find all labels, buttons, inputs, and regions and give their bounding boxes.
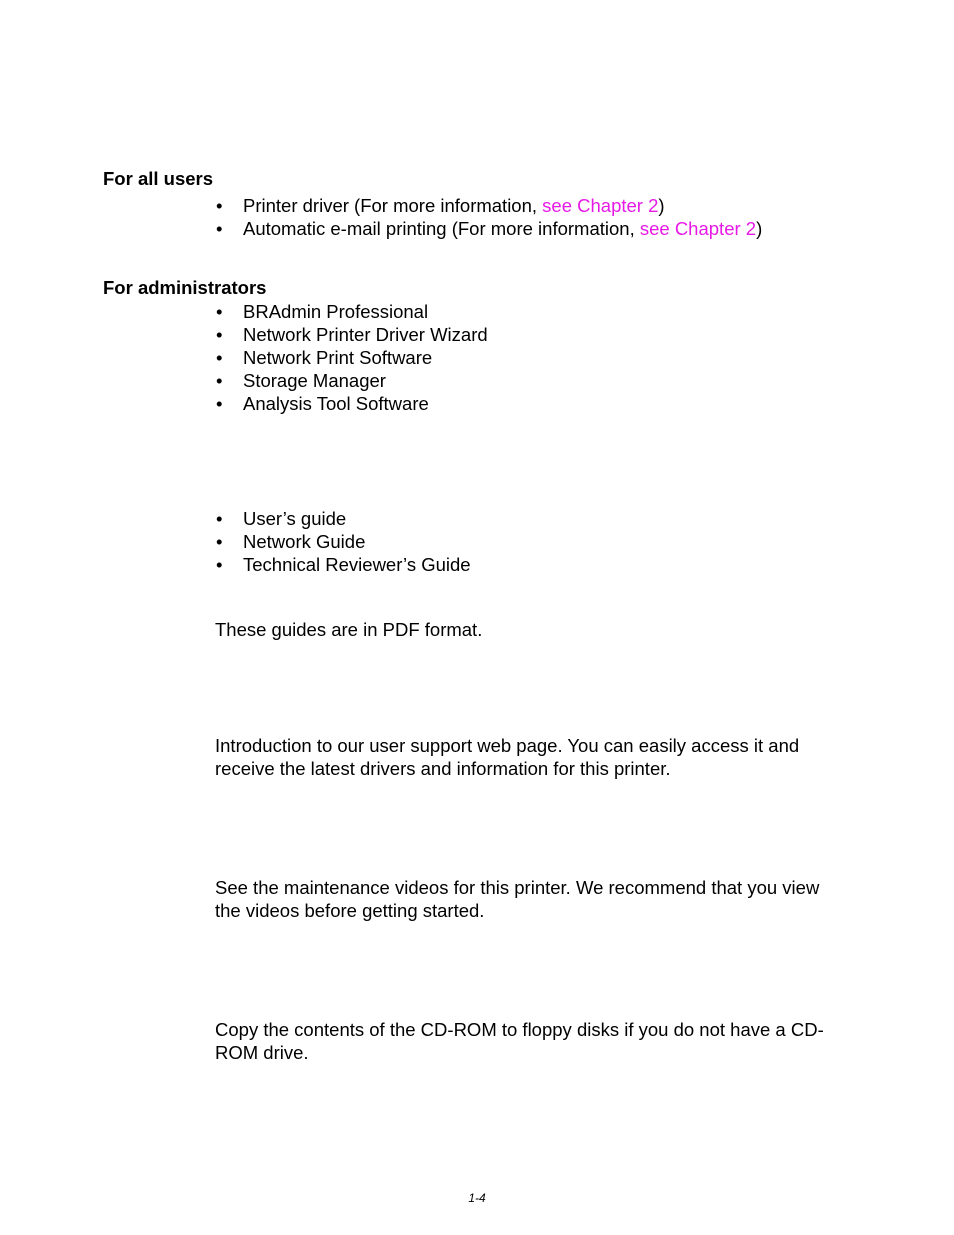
list-item-text: BRAdmin Professional — [243, 301, 429, 322]
bullet-icon: • — [216, 301, 223, 322]
bullet-icon: • — [216, 393, 223, 414]
list-item-text: Technical Reviewer’s Guide — [243, 554, 471, 575]
list-item-suffix: ) — [658, 195, 665, 216]
floppy-description: Copy the contents of the CD-ROM to floppy disks if you do not have a CD-ROM drive. — [215, 1019, 824, 1063]
list-item — [215, 300, 488, 323]
list-item-text: Storage Manager — [243, 370, 386, 391]
list-item-text: Analysis Tool Software — [243, 393, 429, 414]
bullet-icon: • — [216, 347, 223, 368]
bullet-icon: • — [216, 370, 223, 391]
support-description: Introduction to our user support web page. You can easily access it and receive the latest drivers and information for this printer. — [215, 735, 800, 779]
see-chapter-2-link[interactable]: see Chapter 2 — [639, 218, 757, 239]
list-item — [215, 346, 488, 369]
bullet-icon: • — [216, 531, 223, 552]
list-item-text: Network Printer Driver Wizard — [243, 324, 488, 345]
list-item-suffix: ) — [756, 218, 763, 239]
guides-format-note: These guides are in PDF format. — [215, 619, 483, 640]
bullet-icon: • — [216, 195, 223, 216]
bullet-icon: • — [216, 218, 223, 239]
maintenance-description: See the maintenance videos for this printer. We recommend that you view the videos before getting started. — [215, 877, 820, 921]
list-item-text: Network Print Software — [243, 347, 433, 368]
list-item — [215, 507, 471, 530]
list-item — [215, 392, 488, 415]
list-item — [215, 369, 488, 392]
all-users-list — [215, 194, 762, 240]
section-heading-administrators: For administrators — [103, 277, 267, 298]
list-item — [215, 194, 762, 217]
list-item — [215, 530, 471, 553]
guides-list — [215, 507, 471, 576]
list-item-text: User’s guide — [243, 508, 347, 529]
page-number: 1-4 — [468, 1191, 486, 1205]
bullet-icon: • — [216, 324, 223, 345]
section-heading-all-users: For all users — [103, 168, 214, 189]
bullet-icon: • — [216, 508, 223, 529]
list-item — [215, 553, 471, 576]
list-item-text: Automatic e-mail printing (For more information, — [243, 218, 640, 239]
list-item — [215, 323, 488, 346]
list-item-text: Printer driver (For more information, — [243, 195, 543, 216]
see-chapter-2-link[interactable]: see Chapter 2 — [542, 195, 659, 216]
list-item — [215, 217, 762, 240]
bullet-icon: • — [216, 554, 223, 575]
list-item-text: Network Guide — [243, 531, 366, 552]
administrators-list — [215, 300, 488, 415]
